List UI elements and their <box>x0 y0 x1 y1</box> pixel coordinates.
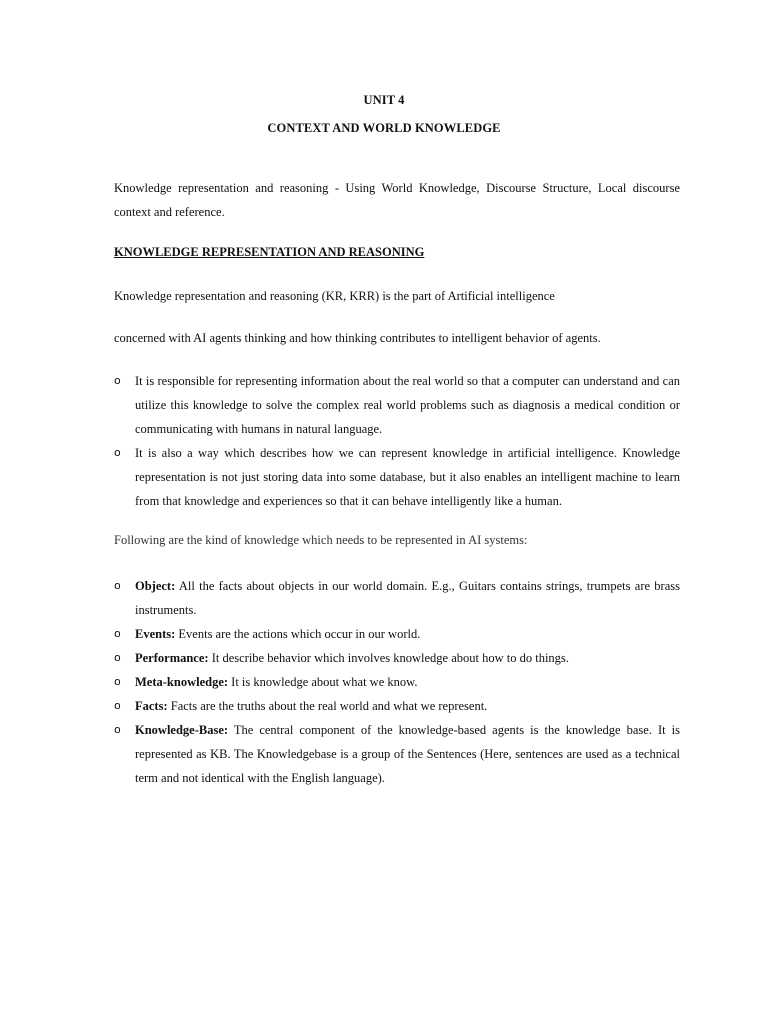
bullet-marker: o <box>114 675 121 688</box>
list-item-term: Performance: <box>135 651 209 665</box>
list-item <box>114 670 680 694</box>
definition-paragraph: Knowledge representation and reasoning (KR, KRR) is the part of Artificial intelligence <box>114 289 555 303</box>
kr-description-list <box>114 369 680 513</box>
list-item-text: All the facts about objects in our world domain. E.g., Guitars contains strings, trumpets are brass instruments. <box>135 579 680 617</box>
list-item-term: Object: <box>135 579 176 593</box>
unit-title: UNIT 4 <box>363 93 405 107</box>
knowledge-kinds-list <box>114 574 680 790</box>
bullet-marker: o <box>114 374 121 387</box>
bullet-marker: o <box>114 446 121 459</box>
list-item <box>114 574 680 622</box>
list-item-term: Events: <box>135 627 176 641</box>
bullet-marker: o <box>114 723 121 736</box>
list-item-term: Meta-knowledge: <box>135 675 229 689</box>
list-item-text: Facts are the truths about the real world and what we represent. <box>167 699 488 713</box>
intro-paragraph: Knowledge representation and reasoning - Using World Knowledge, Discourse Structure, Local discourse context and reference. <box>114 181 680 219</box>
list-item-text: It describe behavior which involves knowledge about how to do things. <box>208 651 569 665</box>
bullet-marker: o <box>114 651 121 664</box>
list-item-term: Knowledge-Base: <box>135 723 229 737</box>
list-item-text: It is knowledge about what we know. <box>228 675 418 689</box>
chapter-title: CONTEXT AND WORLD KNOWLEDGE <box>267 121 501 135</box>
list-item-text: Events are the actions which occur in our world. <box>175 627 421 641</box>
list-item <box>114 718 680 790</box>
list-item-term: Facts: <box>135 699 168 713</box>
list-item <box>114 441 680 513</box>
list-item-text: It is responsible for representing information about the real world so that a computer can understand and can utilize this knowledge to solve the complex real world problems such as diagnosis a medical condition or communicating with humans in natural language. <box>135 374 680 436</box>
list-item <box>114 646 680 670</box>
bullet-marker: o <box>114 699 121 712</box>
section-heading: KNOWLEDGE REPRESENTATION AND REASONING <box>114 245 425 259</box>
knowledge-kinds-intro: Following are the kind of knowledge which needs to be represented in AI systems: <box>114 533 528 547</box>
list-item <box>114 694 680 718</box>
list-item <box>114 622 680 646</box>
list-item <box>114 369 680 441</box>
bullet-marker: o <box>114 627 121 640</box>
list-item-text: The central component of the knowledge-based agents is the knowledge base. It is represented as KB. The Knowledgebase is a group of the Sentences (Here, sentences are used as a technical term and not identical with the English language). <box>135 723 680 785</box>
bullet-marker: o <box>114 579 121 592</box>
list-item-text: It is also a way which describes how we can represent knowledge in artificial intelligence. Knowledge representation is not just storing data into some database, but it also enables an intelligent machine to learn from that knowledge and experiences so that it can behave intelligently like a human. <box>135 446 680 508</box>
definition-continuation-paragraph: concerned with AI agents thinking and how thinking contributes to intelligent behavior of agents. <box>114 331 601 345</box>
